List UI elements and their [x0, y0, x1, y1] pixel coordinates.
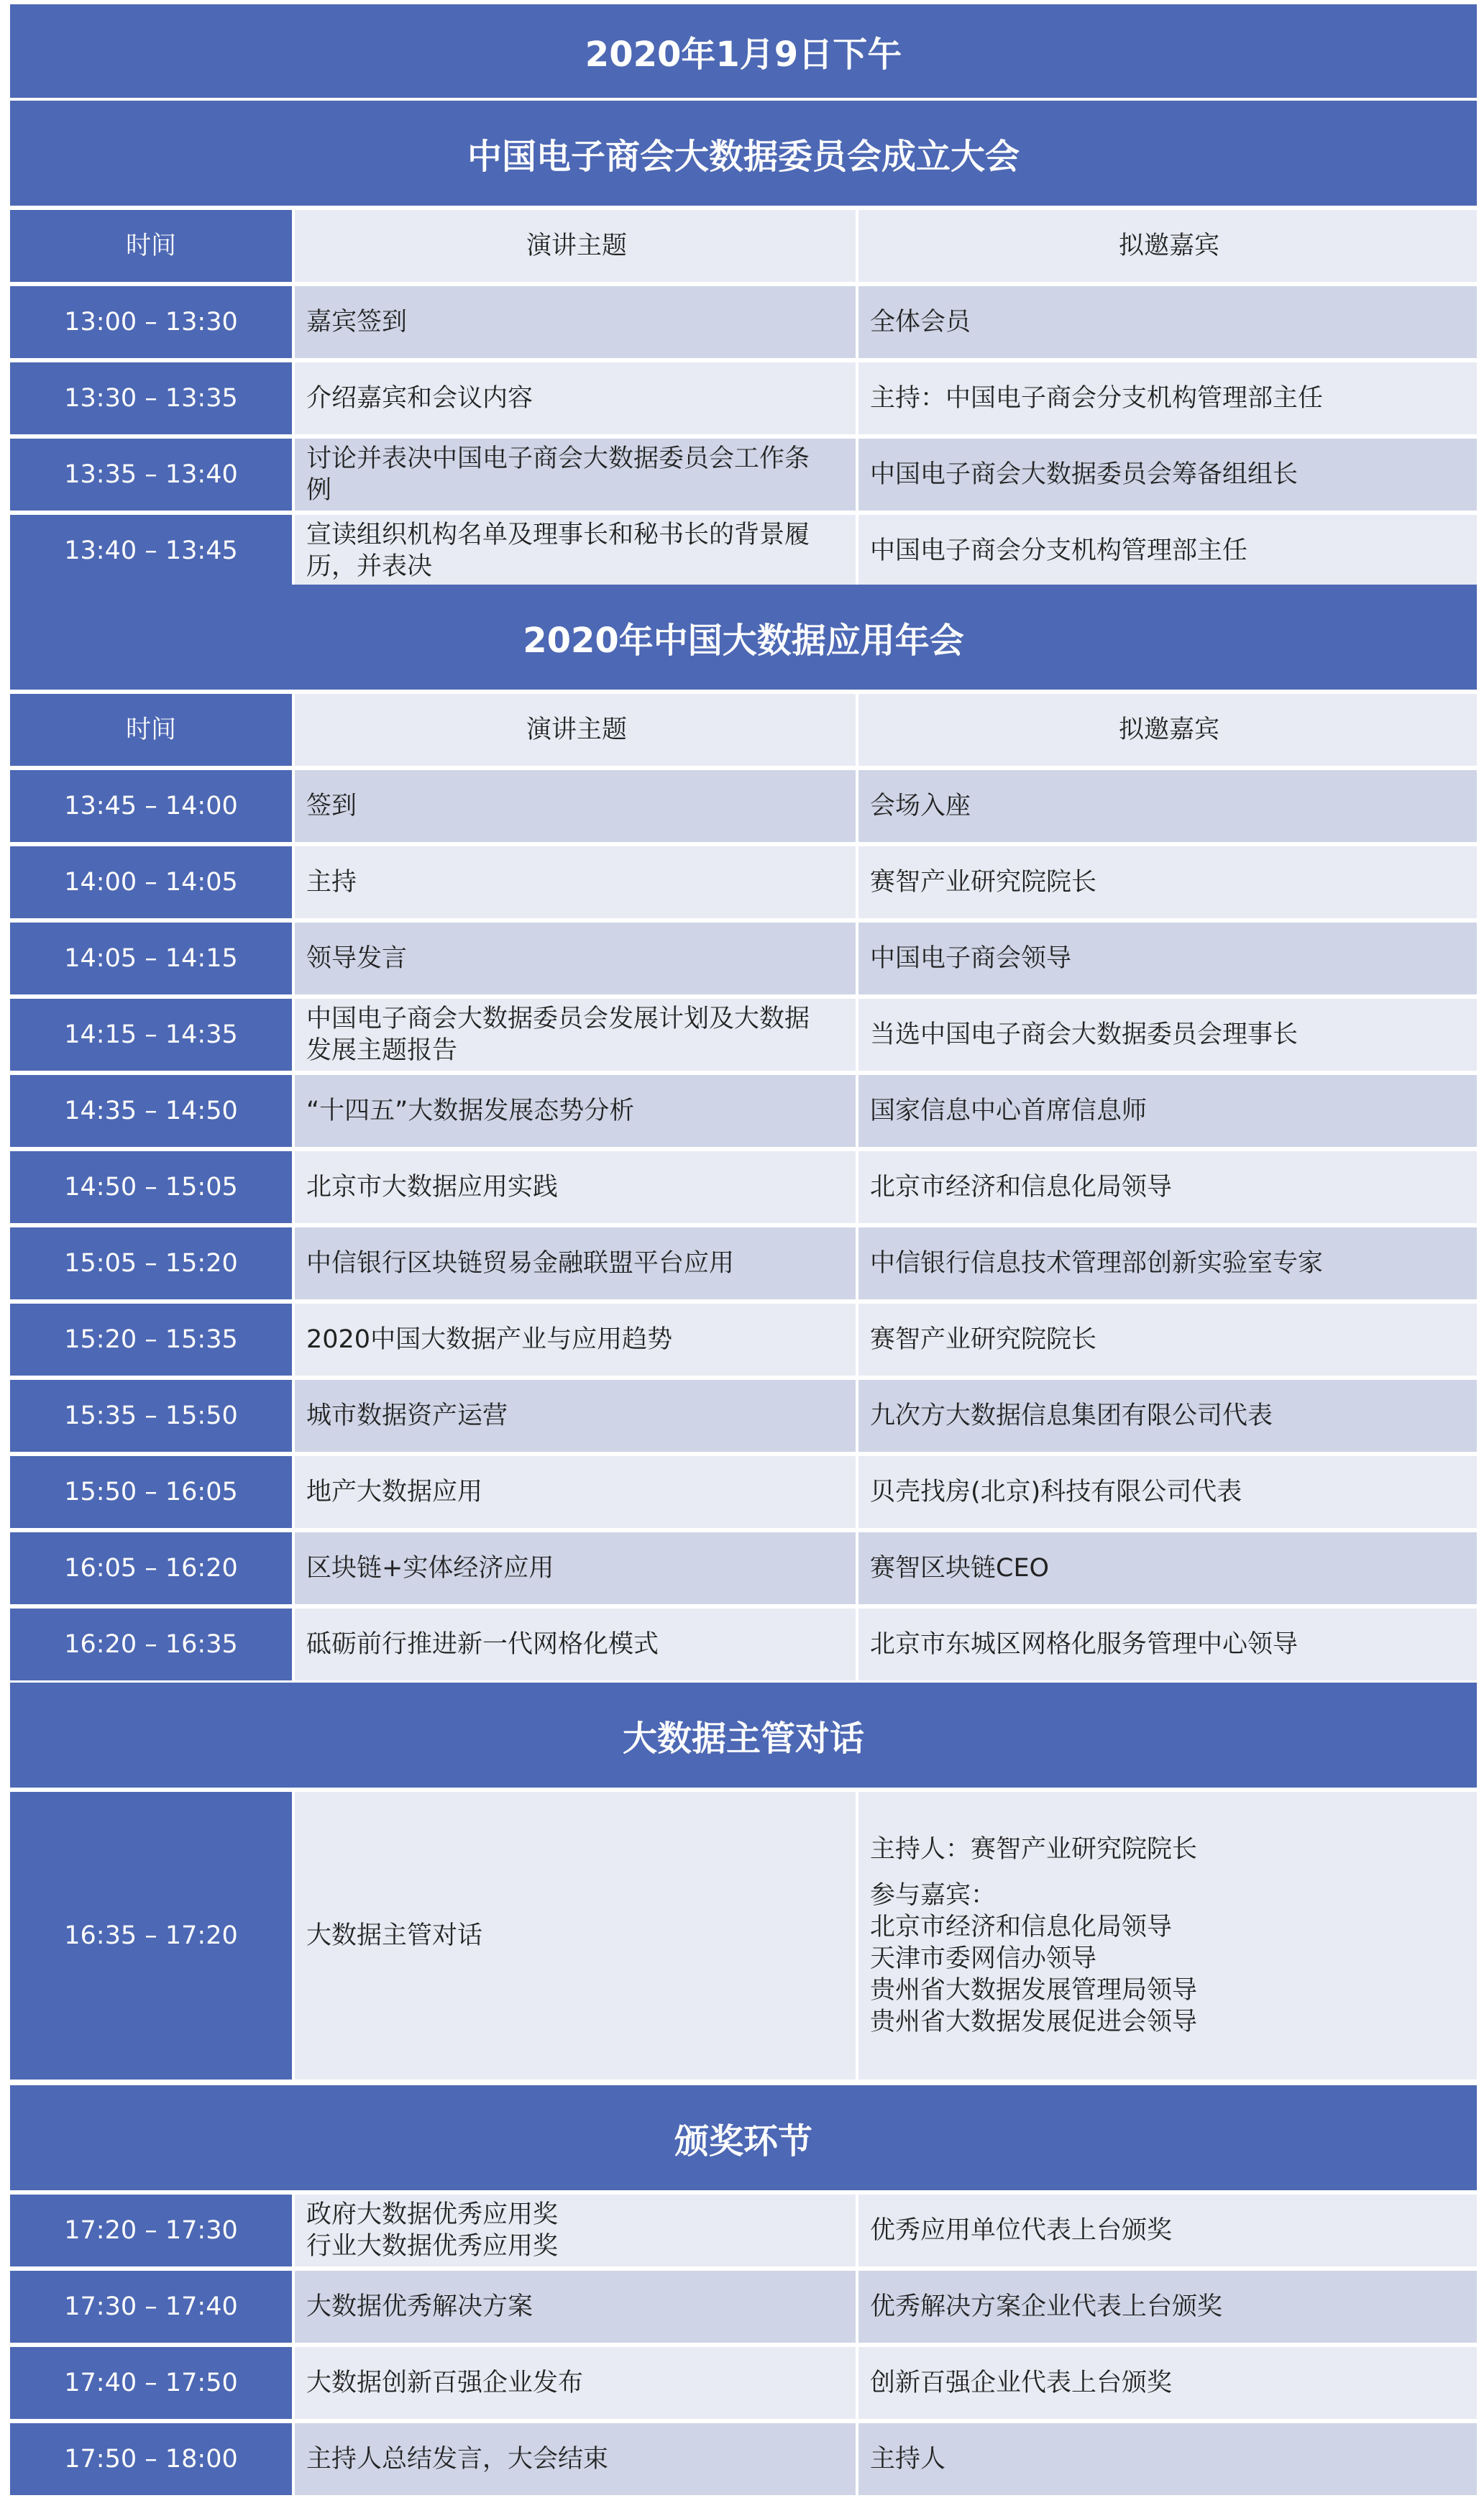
time-cell: 15:05 – 15:20: [10, 1227, 292, 1299]
topic-cell: 大数据优秀解决方案: [295, 2271, 856, 2343]
guest-line: 北京市经济和信息化局领导: [870, 1913, 1173, 1941]
time-cell: 13:35 – 13:40: [10, 439, 292, 511]
topic-cell: “十四五”大数据发展态势分析: [295, 1075, 856, 1147]
time-cell: 17:40 – 17:50: [10, 2347, 292, 2419]
guest-cell: 当选中国电子商会大数据委员会理事长: [858, 999, 1477, 1071]
cell-lines: [306, 2199, 558, 2262]
guest-cell: 中信银行信息技术管理部创新实验室专家: [858, 1227, 1477, 1299]
guest-cell: 全体会员: [858, 286, 1477, 358]
guest-cell: 会场入座: [858, 770, 1477, 842]
cell-line: 例: [306, 476, 332, 505]
guest-cell: 赛智产业研究院院长: [858, 846, 1477, 918]
cell-line: 讨论并表决中国电子商会大数据委员会工作条: [306, 444, 810, 473]
cell-line: 宣读组织机构名单及理事长和秘书长的背景履: [306, 521, 810, 549]
time-cell: 15:20 – 15:35: [10, 1304, 292, 1376]
time-cell: 15:50 – 16:05: [10, 1456, 292, 1528]
topic-cell: [295, 515, 856, 587]
guest-cell: 优秀应用单位代表上台颁奖: [858, 2195, 1477, 2266]
topic-cell: 区块链+实体经济应用: [295, 1532, 856, 1604]
page-title: 2020年1月9日下午: [10, 4, 1477, 98]
cell-lines: [306, 519, 810, 582]
topic-cell: 大数据创新百强企业发布: [295, 2347, 856, 2419]
cell-line: 行业大数据优秀应用奖: [306, 2232, 559, 2261]
time-cell: 16:05 – 16:20: [10, 1532, 292, 1604]
time-cell: 16:35 – 17:20: [10, 1792, 292, 2080]
topic-cell: [295, 439, 856, 511]
topic-cell: 城市数据资产运营: [295, 1380, 856, 1452]
guest-line: 参与嘉宾：: [870, 1881, 997, 1910]
topic-cell: 2020中国大数据产业与应用趋势: [295, 1304, 856, 1376]
time-cell: 17:30 – 17:40: [10, 2271, 292, 2343]
cell-lines: [306, 1003, 810, 1066]
topic-cell: 北京市大数据应用实践: [295, 1151, 856, 1223]
column-header-guest: 拟邀嘉宾: [858, 210, 1477, 282]
section-title: 颁奖环节: [10, 2085, 1477, 2190]
guest-line: 贵州省大数据发展促进会领导: [870, 2008, 1198, 2036]
guest-cell: 北京市东城区网格化服务管理中心领导: [858, 1609, 1477, 1680]
topic-cell: 介绍嘉宾和会议内容: [295, 362, 856, 434]
guest-cell: 主持：中国电子商会分支机构管理部主任: [858, 362, 1477, 434]
guest-cell: 优秀解决方案企业代表上台颁奖: [858, 2271, 1477, 2343]
guest-cell: 创新百强企业代表上台颁奖: [858, 2347, 1477, 2419]
time-cell: 17:20 – 17:30: [10, 2195, 292, 2266]
topic-cell: 嘉宾签到: [295, 286, 856, 358]
column-header-guest: 拟邀嘉宾: [858, 694, 1477, 766]
cell-lines: [306, 443, 810, 506]
time-cell: 13:40 – 13:45: [10, 515, 292, 587]
time-cell: 13:45 – 14:00: [10, 770, 292, 842]
topic-cell: 大数据主管对话: [295, 1792, 856, 2080]
time-cell: 14:15 – 14:35: [10, 999, 292, 1071]
topic-cell: [295, 2195, 856, 2266]
guest-line: 贵州省大数据发展管理局领导: [870, 1976, 1198, 2005]
topic-cell: 签到: [295, 770, 856, 842]
cell-line: 中国电子商会大数据委员会发展计划及大数据: [306, 1005, 810, 1033]
spacer: [870, 1865, 1197, 1880]
section-title: 2020年中国大数据应用年会: [10, 585, 1477, 690]
guest-cell: 九次方大数据信息集团有限公司代表: [858, 1380, 1477, 1452]
topic-cell: 地产大数据应用: [295, 1456, 856, 1528]
topic-cell: 主持人总结发言，大会结束: [295, 2423, 856, 2495]
guest-cell: 贝壳找房(北京)科技有限公司代表: [858, 1456, 1477, 1528]
guest-cell: 赛智产业研究院院长: [858, 1304, 1477, 1376]
guest-cell: 中国电子商会分支机构管理部主任: [858, 515, 1477, 587]
time-cell: 17:50 – 18:00: [10, 2423, 292, 2495]
guest-cell: 国家信息中心首席信息师: [858, 1075, 1477, 1147]
guest-cell: 中国电子商会领导: [858, 923, 1477, 994]
time-cell: 14:05 – 14:15: [10, 923, 292, 994]
host-line: 主持人：赛智产业研究院院长: [870, 1835, 1198, 1864]
cell-line: 历，并表决: [306, 552, 433, 581]
column-header-time: 时间: [10, 210, 292, 282]
guest-cell: 赛智区块链CEO: [858, 1532, 1477, 1604]
guest-cell: 北京市经济和信息化局领导: [858, 1151, 1477, 1223]
topic-cell: 主持: [295, 846, 856, 918]
topic-cell: 领导发言: [295, 923, 856, 994]
guest-line: 天津市委网信办领导: [870, 1944, 1097, 1973]
guest-cell: 中国电子商会大数据委员会筹备组组长: [858, 439, 1477, 511]
time-cell: 13:30 – 13:35: [10, 362, 292, 434]
cell-lines: [870, 1834, 1197, 2038]
column-header-topic: 演讲主题: [295, 210, 856, 282]
time-cell: 14:00 – 14:05: [10, 846, 292, 918]
time-cell: 13:00 – 13:30: [10, 286, 292, 358]
topic-cell: 中信银行区块链贸易金融联盟平台应用: [295, 1227, 856, 1299]
section-title: 大数据主管对话: [10, 1683, 1477, 1788]
time-cell: 14:50 – 15:05: [10, 1151, 292, 1223]
section-title: 中国电子商会大数据委员会成立大会: [10, 101, 1477, 206]
time-cell: 14:35 – 14:50: [10, 1075, 292, 1147]
guest-cell: 主持人: [858, 2423, 1477, 2495]
time-cell: 15:35 – 15:50: [10, 1380, 292, 1452]
cell-line: 发展主题报告: [306, 1036, 458, 1065]
cell-line: 政府大数据优秀应用奖: [306, 2200, 559, 2229]
column-header-topic: 演讲主题: [295, 694, 856, 766]
guest-cell: [858, 1792, 1477, 2080]
topic-cell: [295, 999, 856, 1071]
column-header-time: 时间: [10, 694, 292, 766]
topic-cell: 砥砺前行推进新一代网格化模式: [295, 1609, 856, 1680]
time-cell: 16:20 – 16:35: [10, 1609, 292, 1680]
